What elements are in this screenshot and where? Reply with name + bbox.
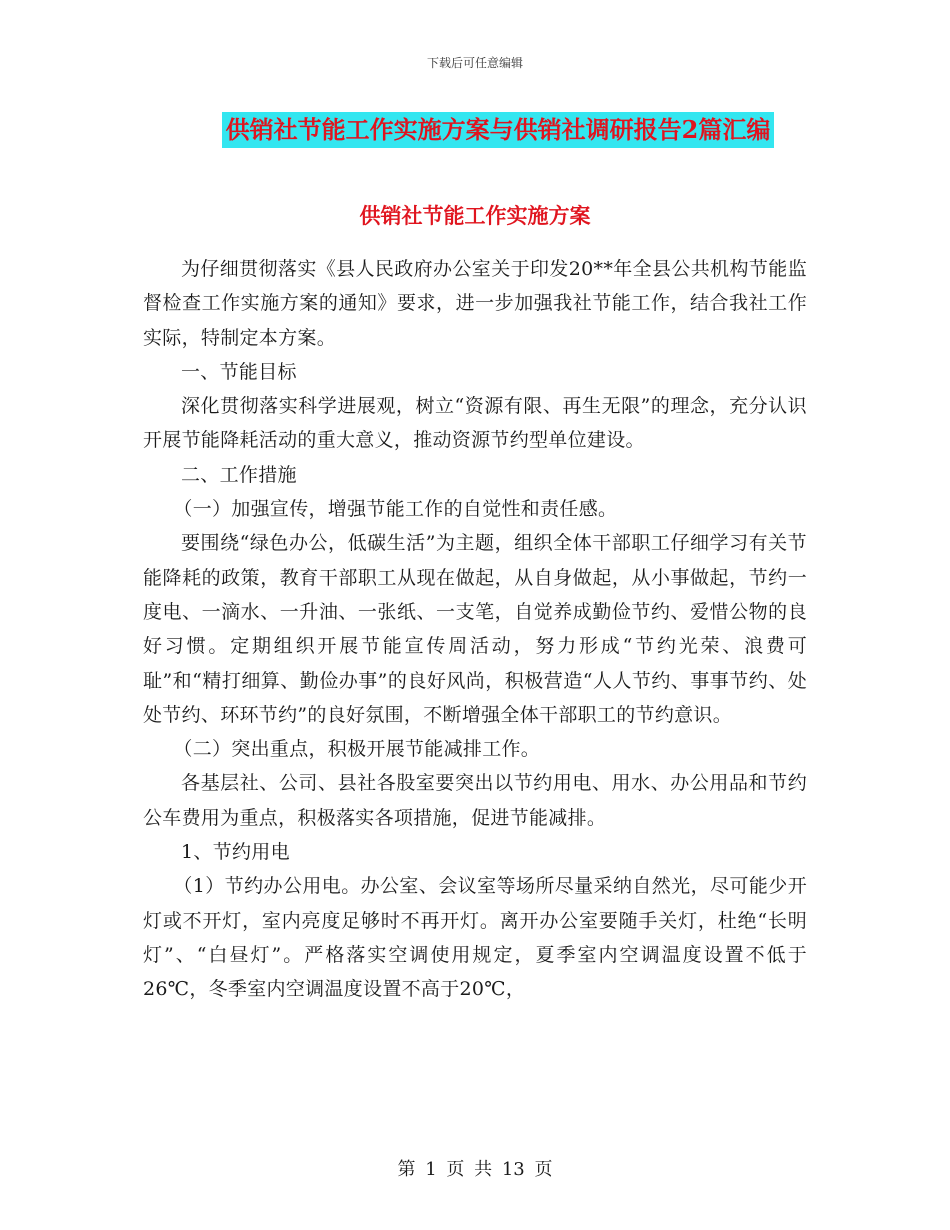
section-title: 供销社节能工作实施方案 bbox=[359, 203, 591, 228]
paragraph-goal: 深化贯彻落实科学进展观，树立“资源有限、再生无限”的理念，充分认识开展节能降耗活动的重大意义，推动资源节约型单位建设。 bbox=[143, 395, 807, 452]
heading-work-measures: 二、工作措施 bbox=[181, 463, 297, 486]
heading-save-electricity: 1、节约用电 bbox=[181, 841, 290, 864]
document-title-container bbox=[0, 112, 950, 148]
page-number-footer: 第 1 页 共 13 页 bbox=[397, 1159, 553, 1180]
paragraph-intro: 为仔细贯彻落实《县人民政府办公室关于印发20**年全县公共机构节能监督检查工作实施方案的通知》要求，进一步加强我社节能工作，结合我社工作实际，特制定本方案。 bbox=[143, 258, 807, 349]
document-title: 供销社节能工作实施方案与供销社调研报告2篇汇编 bbox=[222, 112, 775, 148]
heading-energy-goal: 一、节能目标 bbox=[181, 360, 297, 383]
subheading-publicity: （一）加强宣传，增强节能工作的自觉性和责任感。 bbox=[173, 498, 618, 521]
subheading-key-points: （二）突出重点，积极开展节能减排工作。 bbox=[173, 738, 541, 761]
document-body bbox=[143, 252, 807, 1007]
paragraph-publicity: 要围绕“绿色办公，低碳生活”为主题，组织全体干部职工仔细学习有关节能降耗的政策，教育干部职工从现在做起，从自身做起，从小事做起，节约一度电、一滴水、一升油、一张纸、一支笔，自觉养成勤俭节约、爱惜公物的良好习惯。定期组织开展节能宣传周活动，努力形成“节约光荣、浪费可耻”和“精打细算、勤俭办事”的良好风尚，积极营造“人人节约、事事节约、处处节约、环环节约”的良好氛围，不断增强全体干部职工的节约意识。 bbox=[143, 532, 807, 726]
page-header-note: 下载后可任意编辑 bbox=[426, 56, 523, 70]
paragraph-key-points: 各基层社、公司、县社各股室要突出以节约用电、用水、办公用品和节约公车费用为重点，积极落实各项措施，促进节能减排。 bbox=[143, 772, 807, 829]
paragraph-office-electricity: （1）节约办公用电。办公室、会议室等场所尽量采纳自然光，尽可能少开灯或不开灯，室内亮度足够时不再开灯。离开办公室要随手关灯，杜绝“长明灯”、“白昼灯”。严格落实空调使用规定，夏季室内空调温度设置不低于26℃，冬季室内空调温度设置不高于20℃， bbox=[143, 875, 807, 1001]
